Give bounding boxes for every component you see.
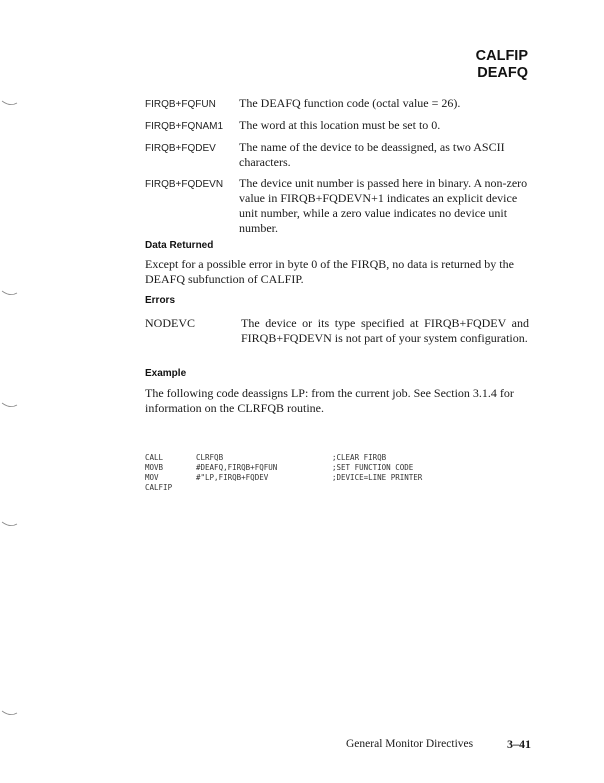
error-row	[145, 316, 529, 346]
code-line	[145, 463, 422, 473]
code-line	[145, 453, 422, 463]
code-listing	[145, 453, 422, 493]
field-definitions	[145, 96, 535, 242]
errors-heading: Errors	[145, 295, 176, 306]
definition-row	[145, 140, 535, 170]
code-op: CALL	[145, 453, 164, 462]
code-arg: #DEAFQ,FIRQB+FQFUN	[196, 463, 278, 472]
definition-term: FIRQB+FQDEVN	[145, 179, 224, 190]
binding-hole-mark	[0, 94, 18, 102]
data-returned-text: Except for a possible error in byte 0 of the FIRQB, no data is returned by the DEAFQ subfunction of CALFIP.	[145, 257, 514, 286]
header-calfip: CALFIP	[475, 48, 528, 64]
definition-text: The device unit number is passed here in binary. A non-zero value in FIRQB+FQDEVN+1 indicates an explicit device unit number, while a zero value indicates no device unit number.	[239, 176, 528, 235]
code-op: MOV	[145, 473, 159, 482]
example-text: The following code deassigns LP: from the current job. See Section 3.1.4 for information on the CLRFQB routine.	[145, 386, 514, 415]
code-op: MOVB	[145, 463, 164, 472]
binding-hole-mark	[0, 515, 18, 523]
code-comment: ;DEVICE=LINE PRINTER	[332, 473, 423, 482]
binding-hole-mark	[0, 284, 18, 292]
code-arg	[196, 483, 332, 493]
binding-hole-mark	[0, 396, 18, 404]
footer-title: General Monitor Directives	[346, 738, 474, 750]
code-line	[145, 473, 422, 483]
code-arg: #"LP,FIRQB+FQDEV	[196, 473, 269, 482]
code-line	[145, 483, 422, 493]
code-arg: CLRFQB	[196, 453, 224, 462]
code-comment: ;SET FUNCTION CODE	[332, 463, 414, 472]
definition-term: FIRQB+FQFUN	[145, 99, 216, 110]
definition-text: The name of the device to be deassigned, as two ASCII characters.	[239, 140, 505, 169]
code-op: CALFIP	[145, 483, 173, 492]
error-description: The device or its type specified at FIRQB+FQDEV and FIRQB+FQDEVN is not part of your system configuration.	[241, 316, 529, 345]
example-heading: Example	[145, 368, 187, 379]
header-deafq: DEAFQ	[477, 65, 528, 81]
binding-hole-mark	[0, 704, 18, 712]
error-code: NODEVC	[145, 316, 195, 330]
definition-row	[145, 176, 535, 236]
definition-text: The DEAFQ function code (octal value = 26).	[239, 96, 461, 110]
definition-term: FIRQB+FQNAM1	[145, 121, 224, 132]
data-returned-heading: Data Returned	[145, 240, 214, 251]
definition-row	[145, 96, 535, 112]
code-comment: ;CLEAR FIRQB	[332, 453, 387, 462]
definition-text: The word at this location must be set to 0.	[239, 118, 441, 132]
definition-term: FIRQB+FQDEV	[145, 143, 216, 154]
section-header	[476, 48, 528, 82]
definition-row	[145, 118, 535, 134]
page-number: 3–41	[507, 737, 531, 751]
